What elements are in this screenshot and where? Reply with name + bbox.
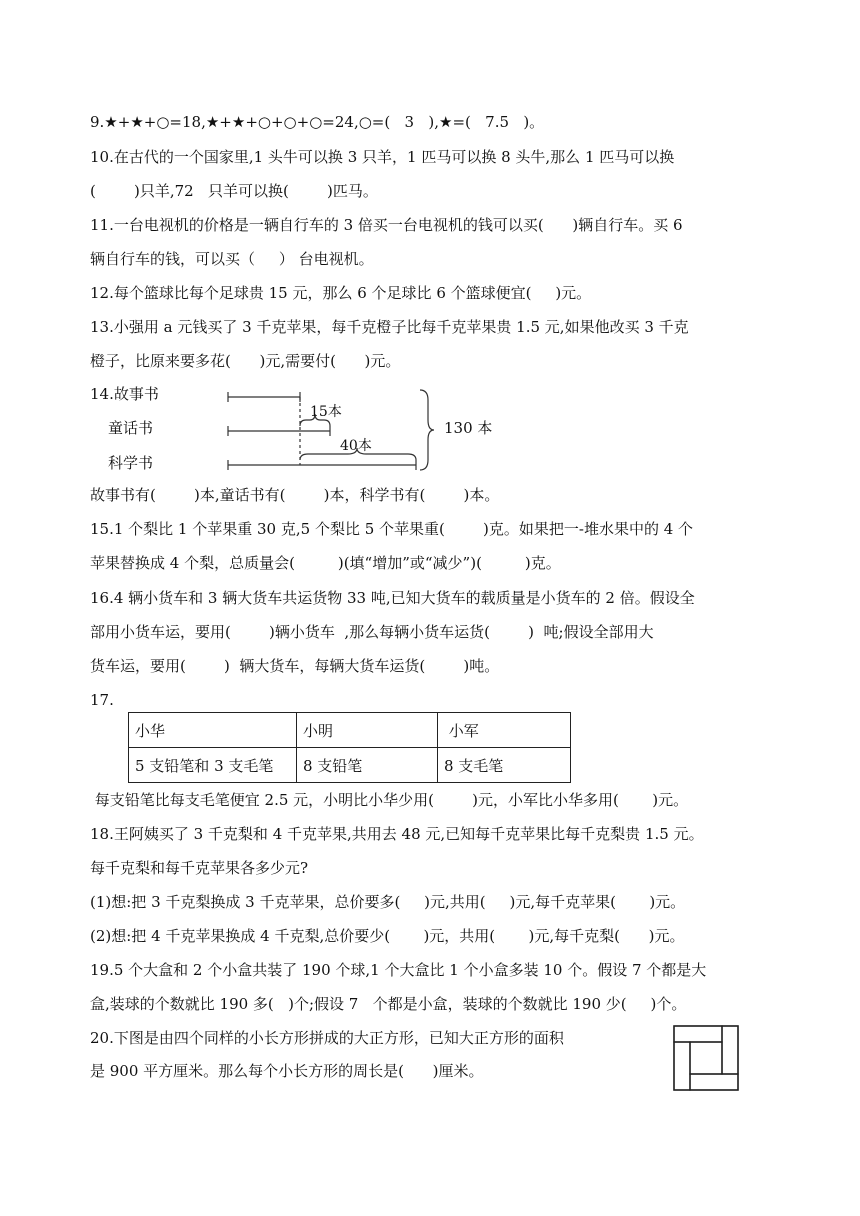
question-17-answer: 每支铅笔比每支毛笔便宜 2.5 元，小明比小华少用( )元，小军比小华多用( )元。 <box>90 791 689 809</box>
question-10-line-1: 10.在古代的一个国家里,1 头牛可以换 3 只羊，1 匹马可以换 8 头牛,那么 1 匹马可以换 <box>90 148 675 166</box>
question-18-line-1: 18.王阿姨买了 3 千克梨和 4 千克苹果,共用去 48 元,已知每千克苹果比每千克梨贵 1.5 元。 <box>90 825 704 843</box>
question-13-line-1: 13.小强用 a 元钱买了 3 千克苹果，每千克橙子比每千克苹果贵 1.5 元,如果他改买 3 千克 <box>90 318 689 336</box>
question-18-line-2: 每千克梨和每千克苹果各多少元? <box>90 859 309 877</box>
q17-cell-xiaoming: 8 支铅笔 <box>297 748 438 783</box>
q14-label-science: 科学书 <box>108 454 154 472</box>
q17-header-xiaohua: 小华 <box>129 713 297 748</box>
question-13-line-2: 橙子，比原来要多花( )元,需要付( )元。 <box>90 352 401 370</box>
question-19-line-1: 19.5 个大盒和 2 个小盒共装了 190 个球,1 个大盒比 1 个小盒多装 10 个。假设 7 个都是大 <box>90 961 707 979</box>
q17-table <box>128 712 571 783</box>
question-12: 12.每个篮球比每个足球贵 15 元，那么 6 个足球比 6 个篮球便宜( )元。 <box>90 284 592 302</box>
question-20-line-1: 20.下图是由四个同样的小长方形拼成的大正方形，已知大正方形的面积 <box>90 1029 564 1047</box>
question-20-line-2: 是 900 平方厘米。那么每个小长方形的周长是( )厘米。 <box>90 1062 484 1080</box>
q17-cell-xiaohua: 5 支铅笔和 3 支毛笔 <box>129 748 297 783</box>
question-11-line-2: 辆自行车的钱，可以买（ ） 台电视机。 <box>90 250 374 268</box>
q20-square-figure <box>672 1024 742 1094</box>
q14-label-storybook: 14.故事书 <box>90 385 159 403</box>
question-17-number: 17. <box>90 691 114 709</box>
question-15-line-2: 苹果替换成 4 个梨，总质量会( )(填“增加”或“减少”)( )克。 <box>90 554 561 572</box>
question-19-line-2: 盒,装球的个数就比 190 多( )个;假设 7 个都是小盒，装球的个数就比 190 少( )个。 <box>90 995 687 1013</box>
question-16-line-1: 16.4 辆小货车和 3 辆大货车共运货物 33 吨,已知大货车的载质量是小货车的 2 倍。假设全 <box>90 589 695 607</box>
q17-data-row <box>129 748 571 783</box>
question-9: 9.★+★+○=18,★+★+○+○+○=24,○=( 3 ),★=( 7.5 )。 <box>90 113 545 131</box>
q14-diff-15: 15本 <box>310 404 342 420</box>
q17-header-row <box>129 713 571 748</box>
question-16-line-2: 部用小货车运，要用( )辆小货车 ,那么每辆小货车运货( ) 吨;假设全部用大 <box>90 623 654 641</box>
question-14-answer: 故事书有( )本,童话书有( )本，科学书有( )本。 <box>90 486 500 504</box>
question-18-step-1: (1)想:把 3 千克梨换成 3 千克苹果，总价要多( )元,共用( )元,每千克苹果( )元。 <box>90 893 686 911</box>
q14-total: 130 本 <box>444 419 493 437</box>
question-10-line-2: ( )只羊,72 只羊可以换( )匹马。 <box>90 182 378 200</box>
question-18-step-2: (2)想:把 4 千克苹果换成 4 千克梨,总价要少( )元，共用( )元,每千克梨( )元。 <box>90 927 685 945</box>
total-brace <box>420 390 434 470</box>
q14-diff-40: 40本 <box>340 438 372 454</box>
q14-label-fairytale: 童话书 <box>108 419 154 437</box>
q17-header-xiaojun: 小军 <box>438 713 571 748</box>
q17-header-xiaoming: 小明 <box>297 713 438 748</box>
q17-cell-xiaojun: 8 支毛笔 <box>438 748 571 783</box>
question-15-line-1: 15.1 个梨比 1 个苹果重 30 克,5 个梨比 5 个苹果重( )克。如果把一-堆水果中的 4 个 <box>90 520 694 538</box>
question-11-line-1: 11.一台电视机的价格是一辆自行车的 3 倍买一台电视机的钱可以买( )辆自行车。买 6 <box>90 216 683 234</box>
question-16-line-3: 货车运，要用( ) 辆大货车，每辆大货车运货( )吨。 <box>90 657 500 675</box>
